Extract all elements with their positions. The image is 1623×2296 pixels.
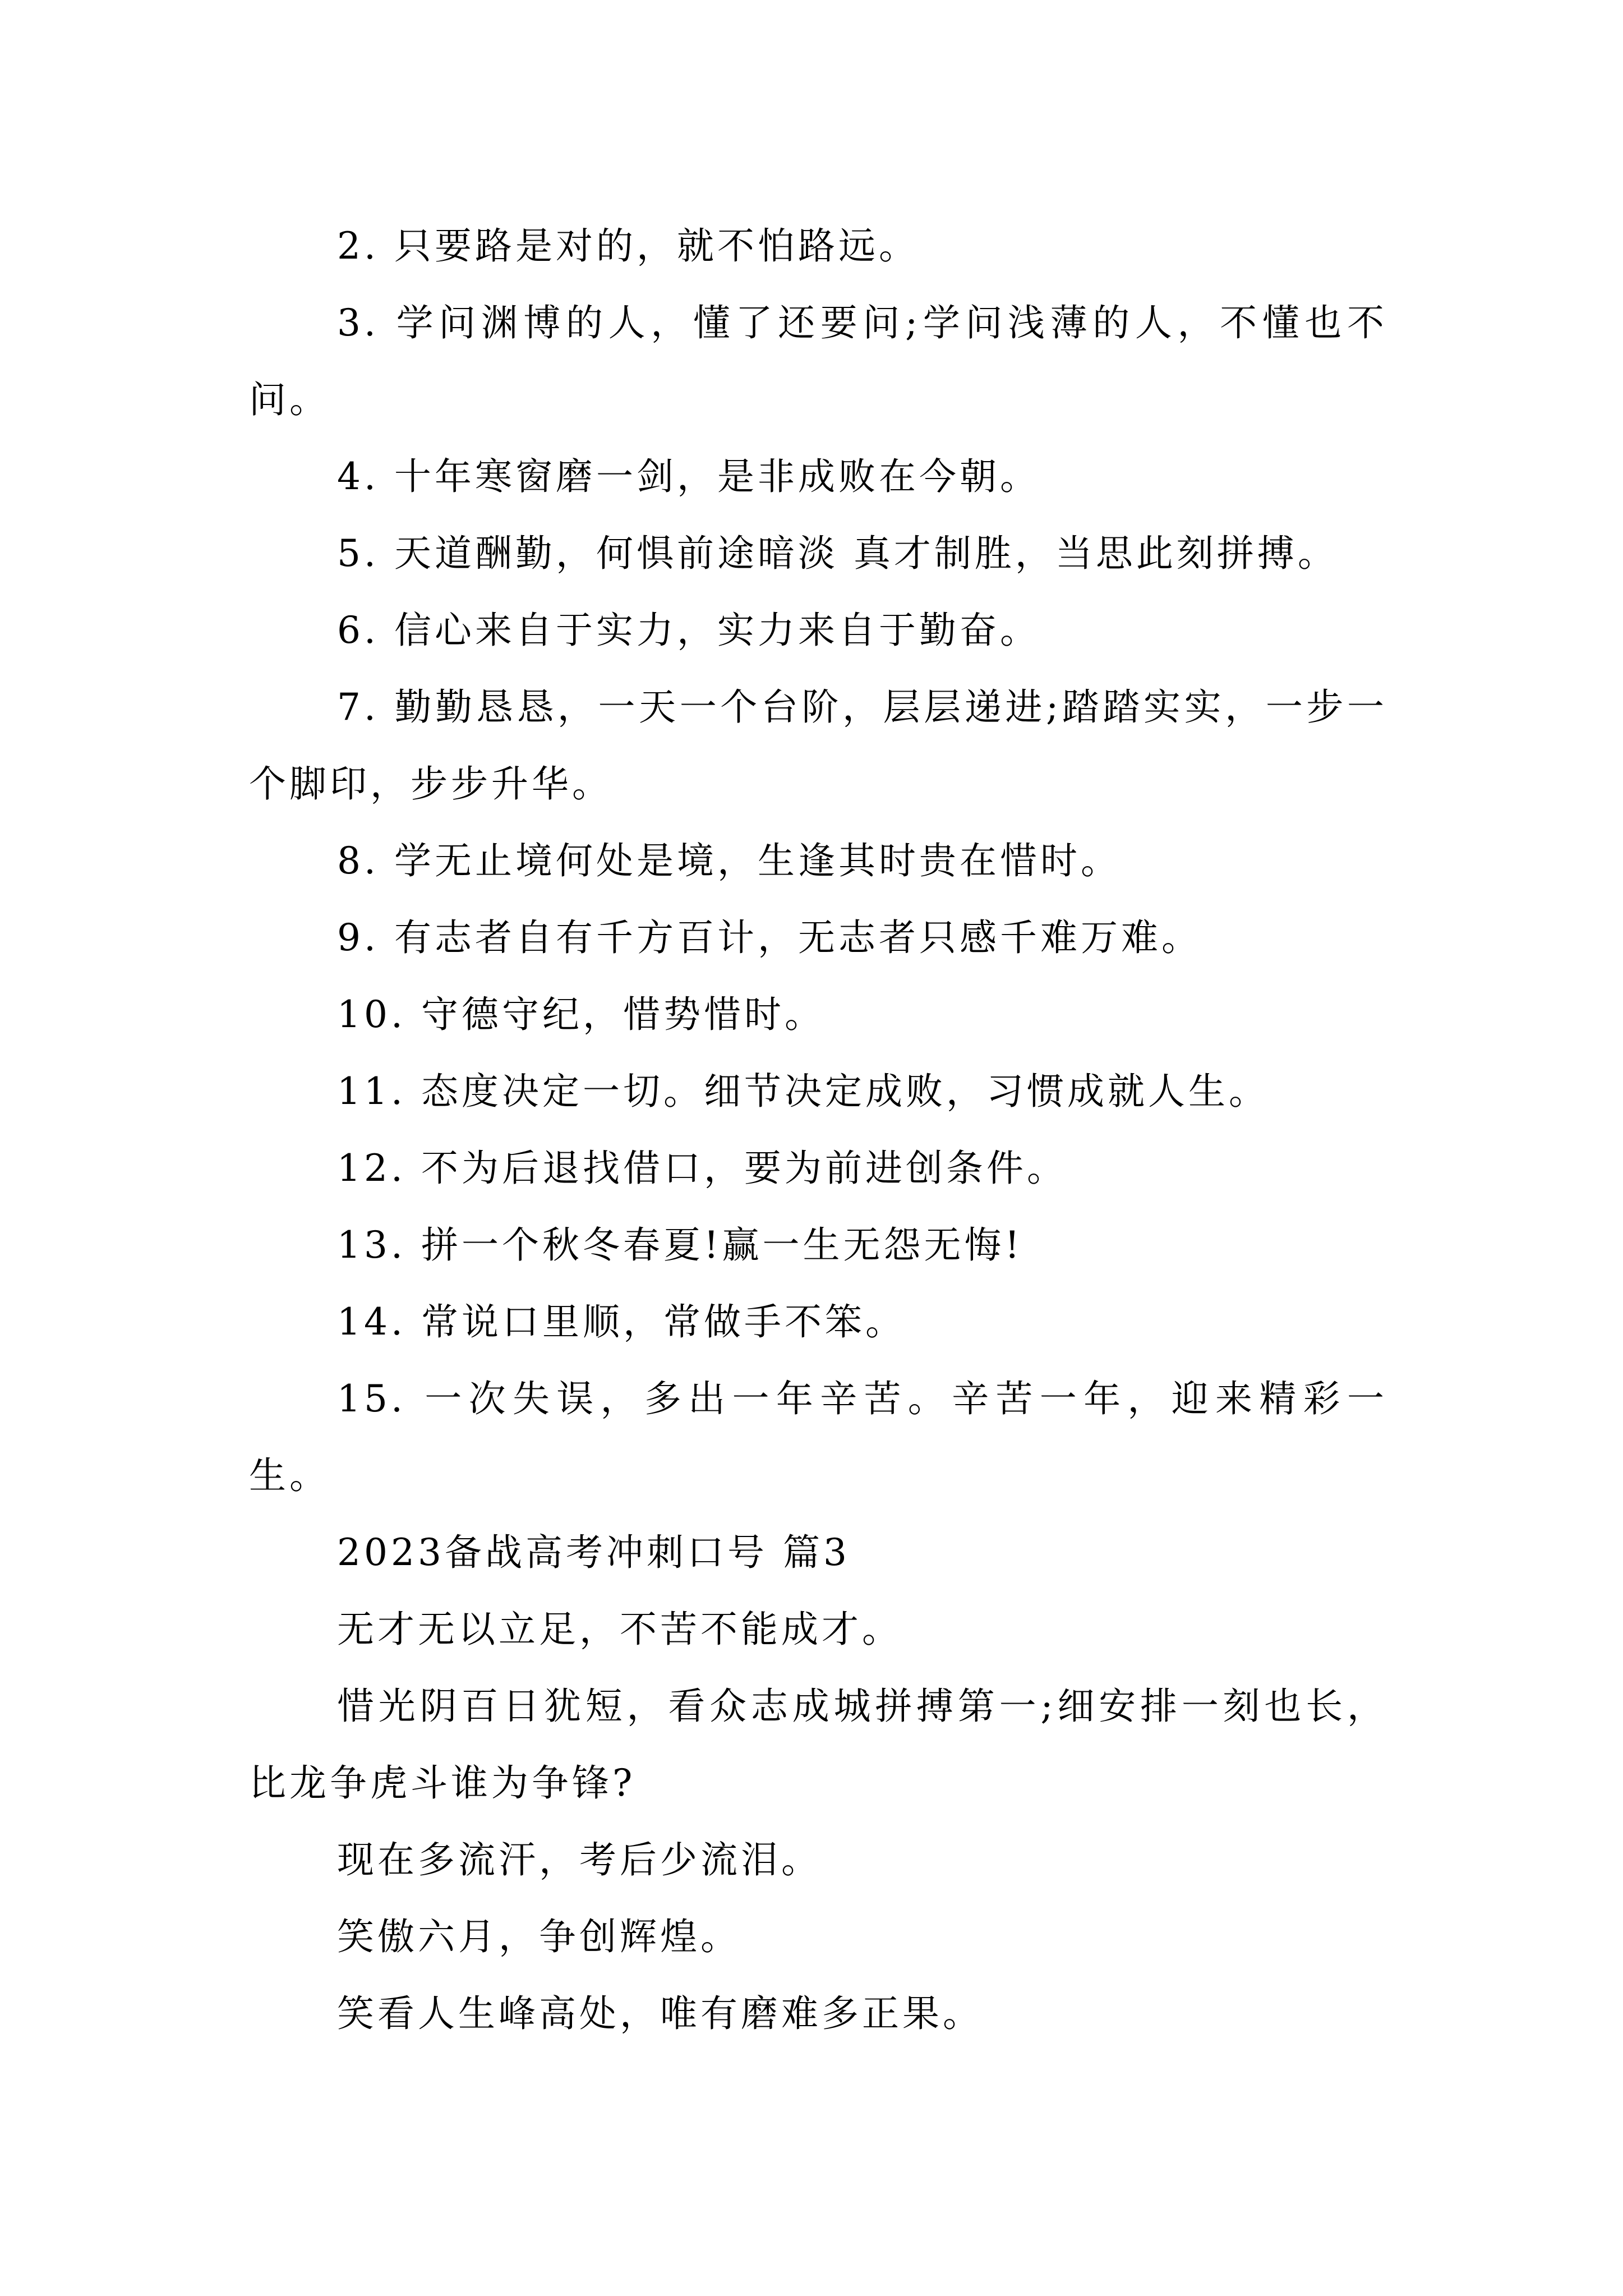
slogan-9: 9. 有志者自有千方百计，无志者只感千难万难。 (337, 916, 1202, 959)
slogan-10: 10. 守德守纪，惜势惜时。 (337, 993, 825, 1036)
slogan-13: 13. 拼一个秋冬春夏!赢一生无怨无悔! (337, 1223, 1023, 1267)
slogan-7: 7. 勤勤恳恳，一天一个台阶，层层递进;踏踏实实，一步一个脚印，步步升华。 (249, 685, 1387, 806)
slogan-3: 3. 学问渊博的人，懂了还要问;学问浅薄的人，不懂也不问。 (249, 301, 1387, 421)
section-heading: 2023备战高考冲刺口号 篇3 (337, 1531, 850, 1574)
slogan-paragraph: 笑看人生峰高处，唯有磨难多正果。 (337, 1992, 983, 2035)
slogan-14: 14. 常说口里顺，常做手不笨。 (337, 1300, 906, 1343)
slogan-15: 15. 一次失误，多出一年辛苦。辛苦一年，迎来精彩一生。 (249, 1377, 1387, 1497)
slogan-6: 6. 信心来自于实力，实力来自于勤奋。 (337, 609, 1040, 652)
slogan-11: 11. 态度决定一切。细节决定成败，习惯成就人生。 (337, 1070, 1269, 1113)
slogan-4: 4. 十年寒窗磨一剑，是非成败在今朝。 (337, 455, 1040, 498)
slogan-5: 5. 天道酬勤，何惧前途暗淡 真才制胜，当思此刻拼搏。 (337, 532, 1338, 575)
slogan-paragraph: 现在多流汗，考后少流泪。 (337, 1838, 822, 1881)
slogan-2: 2. 只要路是对的，就不怕路远。 (337, 224, 919, 268)
slogan-12: 12. 不为后退找借口，要为前进创条件。 (337, 1147, 1067, 1190)
document-body (249, 208, 1387, 2052)
slogan-8: 8. 学无止境何处是境，生逢其时贵在惜时。 (337, 839, 1121, 882)
slogan-paragraph: 无才无以立足，不苦不能成才。 (337, 1608, 902, 1651)
slogan-paragraph: 笑傲六月，争创辉煌。 (337, 1915, 741, 1958)
slogan-paragraph: 惜光阴百日犹短，看众志成城拼搏第一;细安排一刻也长，比龙争虎斗谁为争锋? (249, 1685, 1387, 1805)
